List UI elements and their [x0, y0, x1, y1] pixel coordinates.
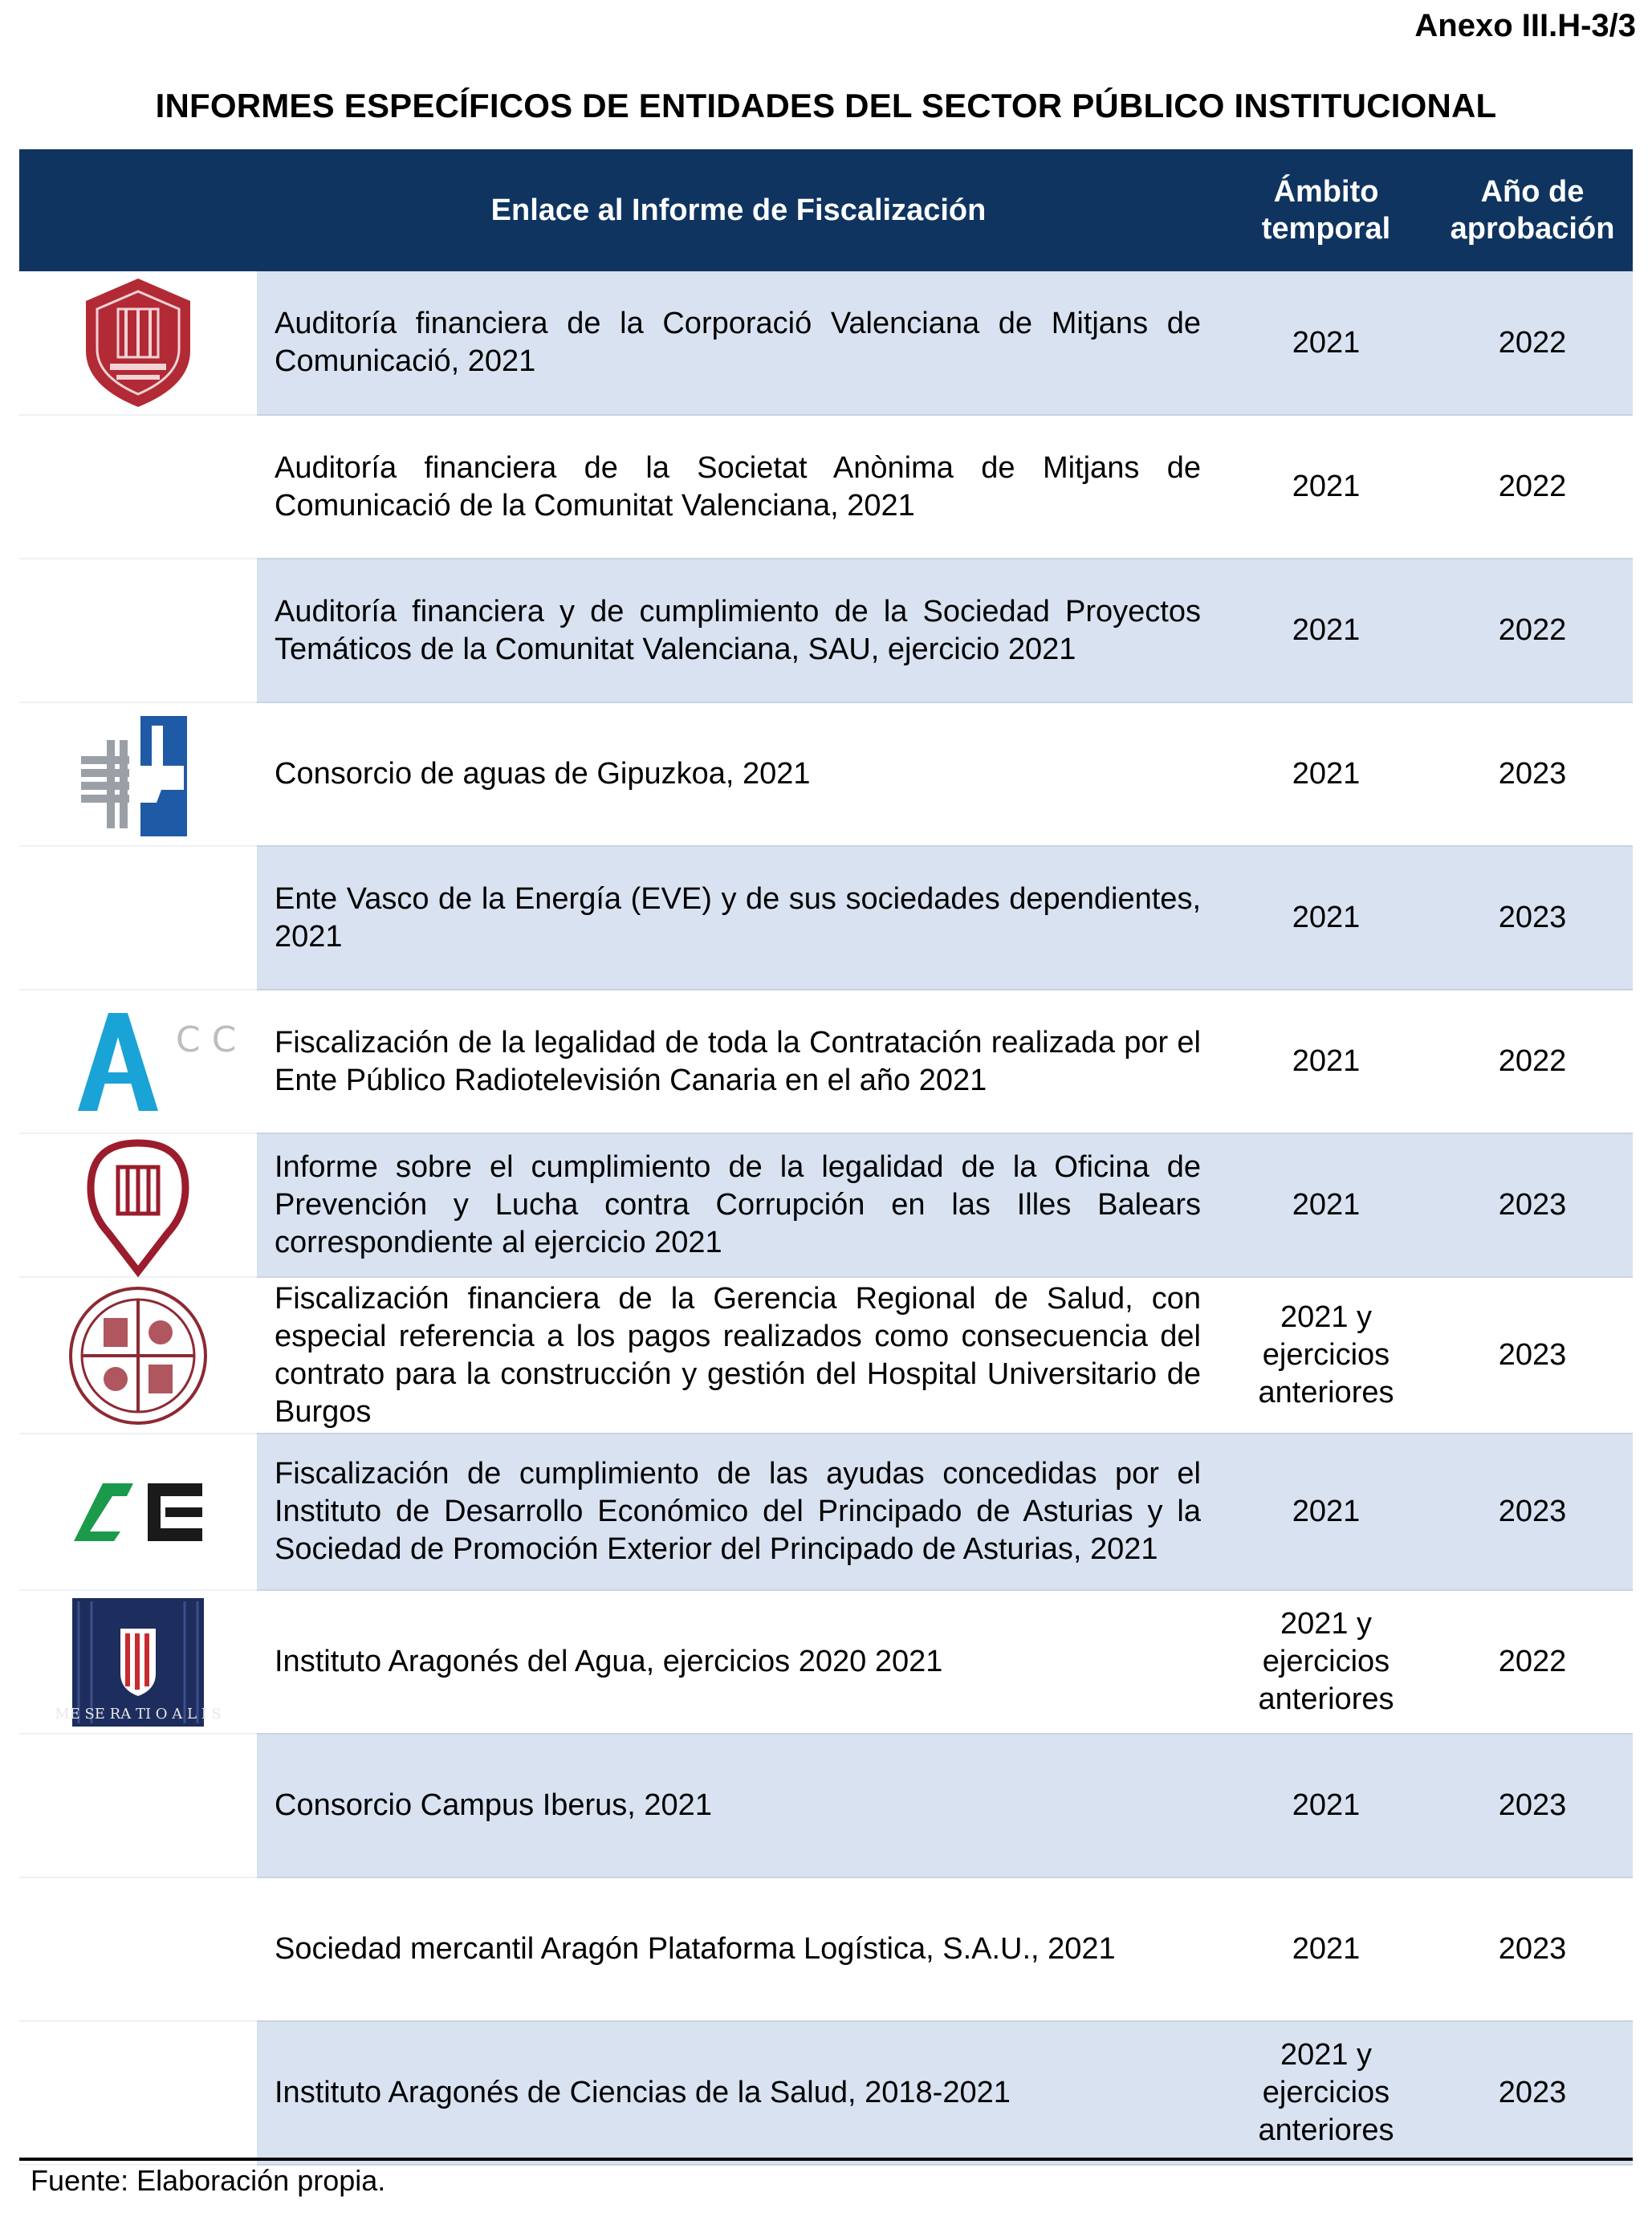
audiencia-canarias-logo-icon	[70, 1010, 237, 1114]
footer-rule	[19, 2158, 1633, 2161]
canarias-letters: C C	[176, 1019, 237, 1060]
scope-cell: 2021	[1220, 1133, 1432, 1277]
report-link[interactable]: Informe sobre el cumplimiento de la legalidad de la Oficina de Prevención y Lucha contra Corrupción en las Illes Balears correspondiente al ejercicio 2021	[257, 1133, 1220, 1277]
year-cell: 2023	[1432, 846, 1633, 990]
scope-cell: 2021	[1220, 415, 1432, 559]
report-link[interactable]: Auditoría financiera de la Corporació Valenciana de Mitjans de Comunicació, 2021	[257, 271, 1220, 415]
logo-cell	[19, 846, 257, 990]
scope-cell: 2021	[1220, 846, 1432, 990]
scope-cell: 2021 y ejercicios anteriores	[1220, 2021, 1432, 2165]
scope-cell: 2021	[1220, 559, 1432, 702]
table-row	[19, 1133, 1633, 1277]
table-row	[19, 1277, 1633, 1434]
aragon-letters: ME SE RA TI O A L I S	[55, 1705, 222, 1723]
report-link[interactable]: Ente Vasco de la Energía (EVE) y de sus sociedades dependientes, 2021	[257, 846, 1220, 990]
table-row	[19, 1877, 1633, 2021]
sindicatura-valenciana-seal-icon	[78, 274, 198, 412]
year-cell: 2022	[1432, 271, 1633, 415]
scope-cell: 2021 y ejercicios anteriores	[1220, 1277, 1432, 1434]
year-cell: 2023	[1432, 1734, 1633, 1877]
year-cell: 2023	[1432, 1133, 1633, 1277]
table-row	[19, 415, 1633, 559]
logo-cell	[19, 1590, 257, 1734]
year-cell: 2022	[1432, 415, 1633, 559]
scope-cell: 2021	[1220, 1734, 1432, 1877]
header-logo-cell	[19, 149, 257, 271]
report-link[interactable]: Consorcio de aguas de Gipuzkoa, 2021	[257, 702, 1220, 846]
logo-cell	[19, 1277, 257, 1434]
report-link[interactable]: Fiscalización de cumplimiento de las ayudas concedidas por el Instituto de Desarrollo Económico del Principado de Asturias y la Sociedad de Promoción Exterior del Principado de Asturias, 2021	[257, 1434, 1220, 1590]
logo-cell	[19, 990, 257, 1133]
report-link[interactable]: Instituto Aragonés del Agua, ejercicios 2020 2021	[257, 1590, 1220, 1734]
logo-cell	[19, 271, 257, 415]
report-link[interactable]: Consorcio Campus Iberus, 2021	[257, 1734, 1220, 1877]
header-year	[1432, 149, 1633, 271]
year-cell: 2022	[1432, 1590, 1633, 1734]
year-cell: 2023	[1432, 1877, 1633, 2021]
scope-cell: 2021	[1220, 271, 1432, 415]
page-title: INFORMES ESPECÍFICOS DE ENTIDADES DEL SECTOR PÚBLICO INSTITUCIONAL	[155, 87, 1497, 124]
scope-cell: 2021	[1220, 1434, 1432, 1590]
report-link[interactable]: Fiscalización de la legalidad de toda la Contratación realizada por el Ente Público Radiotelevisión Canaria en el año 2021	[257, 990, 1220, 1133]
camara-cuentas-aragon-logo-icon	[55, 1597, 222, 1728]
consejo-cuentas-castilla-leon-seal-icon	[67, 1284, 210, 1427]
logo-cell	[19, 1133, 257, 1277]
year-cell: 2023	[1432, 1434, 1633, 1590]
header-link: Enlace al Informe de Fiscalización	[257, 149, 1220, 271]
logo-cell	[19, 559, 257, 702]
logo-cell	[19, 1734, 257, 1877]
sindicatura-asturias-logo-icon	[71, 1480, 205, 1544]
logo-cell	[19, 1434, 257, 1590]
scope-cell: 2021	[1220, 990, 1432, 1133]
scope-cell: 2021	[1220, 702, 1432, 846]
header-year-text: Año de aprobación	[1450, 175, 1615, 246]
header-scope-text: Ámbito temporal	[1261, 175, 1391, 246]
year-cell: 2022	[1432, 559, 1633, 702]
table-row	[19, 271, 1633, 415]
table-row	[19, 702, 1633, 846]
logo-cell	[19, 702, 257, 846]
year-cell: 2023	[1432, 702, 1633, 846]
reports-table	[19, 149, 1633, 2166]
header-scope	[1220, 149, 1432, 271]
report-link[interactable]: Instituto Aragonés de Ciencias de la Salud, 2018-2021	[257, 2021, 1220, 2165]
report-link[interactable]: Auditoría financiera y de cumplimiento de la Sociedad Proyectos Temáticos de la Comunitat Valenciana, SAU, ejercicio 2021	[257, 559, 1220, 702]
report-link[interactable]: Auditoría financiera de la Societat Anònima de Mitjans de Comunicació de la Comunitat Valenciana, 2021	[257, 415, 1220, 559]
year-cell: 2023	[1432, 1277, 1633, 1434]
year-cell: 2023	[1432, 2021, 1633, 2165]
table-row	[19, 2021, 1633, 2165]
scope-cell: 2021	[1220, 1877, 1432, 2021]
source-note: Fuente: Elaboración propia.	[31, 2164, 386, 2197]
table-row	[19, 559, 1633, 702]
report-link[interactable]: Sociedad mercantil Aragón Plataforma Logística, S.A.U., 2021	[257, 1877, 1220, 2021]
tvcp-logo-icon	[78, 710, 198, 840]
report-link[interactable]: Fiscalización financiera de la Gerencia Regional de Salud, con especial referencia a los pagos realizados como consecuencia del contrato para la construcción y gestión del Hospital Universitario de Burgos	[257, 1277, 1220, 1434]
scope-cell: 2021 y ejercicios anteriores	[1220, 1590, 1432, 1734]
table-row	[19, 1590, 1633, 1734]
table-row	[19, 1734, 1633, 1877]
logo-cell	[19, 2021, 257, 2165]
table-row	[19, 990, 1633, 1133]
logo-cell	[19, 1877, 257, 2021]
table-header-row	[19, 149, 1633, 271]
sindicatura-baleares-logo-icon	[86, 1137, 190, 1275]
table-row	[19, 846, 1633, 990]
year-cell: 2022	[1432, 990, 1633, 1133]
annex-label: Anexo III.H-3/3	[1414, 8, 1636, 43]
table-row	[19, 1434, 1633, 1590]
logo-cell	[19, 415, 257, 559]
